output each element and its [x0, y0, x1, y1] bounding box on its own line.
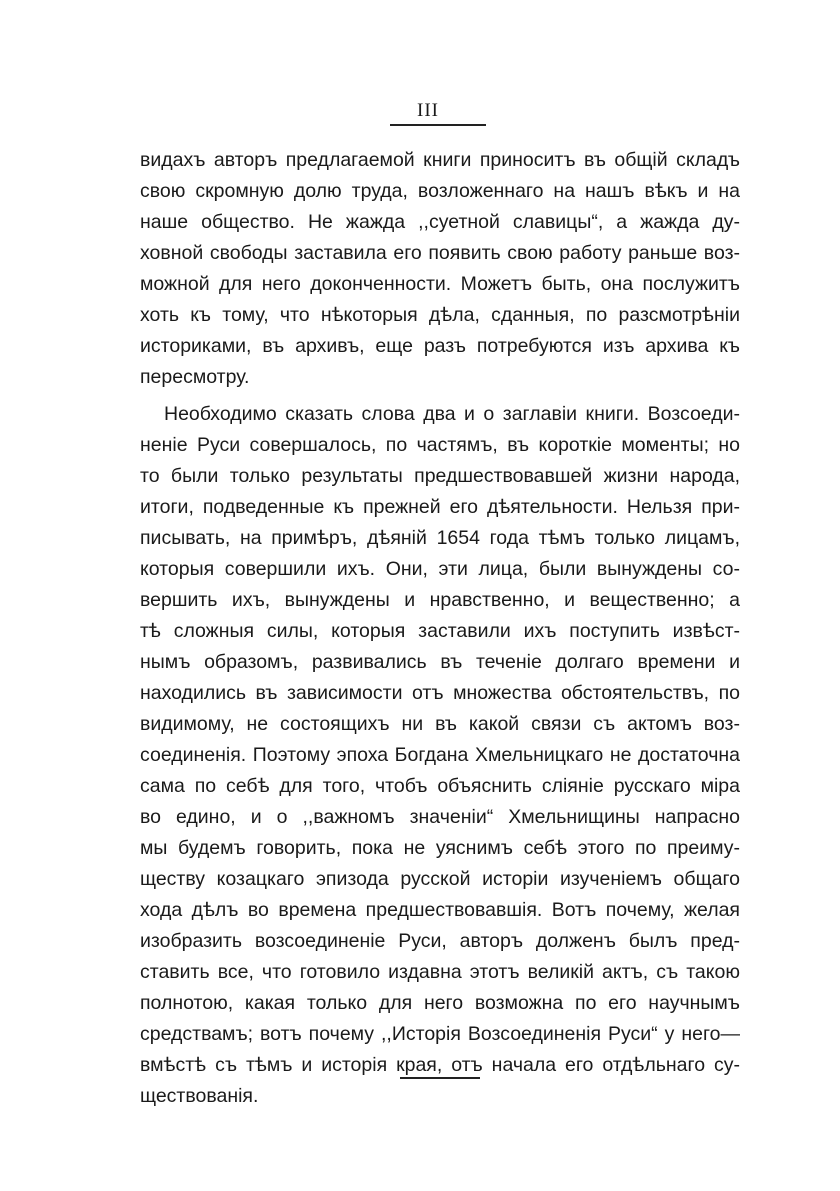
- text-line: во едино, и о ,,важномъ значеніи“ Хмельнищины напрасно: [140, 806, 740, 828]
- text-line: вмѣстѣ съ тѣмъ и исторія края, отъ начала его отдѣльнаго су-: [140, 1054, 740, 1076]
- text-line: средствамъ; вотъ почему ,,Исторія Возсоединенія Руси“ у него—: [140, 1023, 740, 1045]
- text-line: ществу козацкаго эпизода русской исторіи изученіемъ общаго: [140, 868, 740, 890]
- paragraph-2: [140, 399, 740, 1112]
- text-line: ставить все, что готовило издавна этотъ великій актъ, съ такою: [140, 961, 740, 983]
- text-line: хода дѣлъ во времена предшествовавшія. Вотъ почему, желая: [140, 899, 740, 921]
- text-line: сама по себѣ для того, чтобъ объяснить сліяніе русскаго міра: [140, 775, 740, 797]
- text-line: то были только результаты предшествовавшей жизни народа,: [140, 465, 740, 487]
- footer-rule: [400, 1077, 480, 1079]
- text-line: историками, въ архивъ, еще разъ потребуются изъ архива къ: [140, 335, 740, 357]
- text-line: нымъ образомъ, развивались въ теченіе долгаго времени и: [140, 651, 740, 673]
- text-line: пересмотру.: [140, 366, 250, 388]
- text-line: свою скромную долю труда, возложеннаго на нашъ вѣкъ и на: [140, 180, 740, 202]
- text-line: Необходимо сказать слова два и о заглавіи книги. Возсоеди-: [164, 403, 740, 425]
- text-line: вершить ихъ, вынуждены и нравственно, и вещественно; а: [140, 589, 740, 611]
- text-line: мы будемъ говорить, пока не уяснимъ себѣ этого по преиму-: [140, 837, 740, 859]
- header-rule: [390, 124, 486, 126]
- page-number: III: [417, 100, 439, 121]
- text-line: изобразить возсоединеніе Руси, авторъ долженъ былъ пред-: [140, 930, 740, 952]
- text-line: неніе Руси совершалось, по частямъ, въ короткіе моменты; но: [140, 434, 740, 456]
- paragraph-1: [140, 145, 740, 393]
- text-line: итоги, подведенные къ прежней его дѣятельности. Нельзя при-: [140, 496, 740, 518]
- text-line: писывать, на примѣръ, дѣяній 1654 года тѣмъ только лицамъ,: [140, 527, 740, 549]
- text-line: хоть къ тому, что нѣкоторыя дѣла, сданныя, по разсмотрѣніи: [140, 304, 740, 326]
- text-line: наше общество. Не жажда ,,суетной славицы“, а жажда ду-: [140, 211, 740, 233]
- text-line: можной для него доконченности. Можетъ быть, она послужитъ: [140, 273, 740, 295]
- text-line: находились въ зависимости отъ множества обстоятельствъ, по: [140, 682, 740, 704]
- text-line: которыя совершили ихъ. Они, эти лица, были вынуждены со-: [140, 558, 740, 580]
- text-line: видимому, не состоящихъ ни въ какой связи съ актомъ воз-: [140, 713, 740, 735]
- text-line: ществованія.: [140, 1085, 259, 1107]
- text-line: соединенія. Поэтому эпоха Богдана Хмельницкаго не достаточна: [140, 744, 740, 766]
- text-line: тѣ сложныя силы, которыя заставили ихъ поступить извѣст-: [140, 620, 740, 642]
- text-line: ховной свободы заставила его появить свою работу раньше воз-: [140, 242, 740, 264]
- text-line: видахъ авторъ предлагаемой книги приноситъ въ общій складъ: [140, 149, 740, 171]
- body-text: [140, 145, 740, 1112]
- text-line: полнотою, какая только для него возможна по его научнымъ: [140, 992, 740, 1014]
